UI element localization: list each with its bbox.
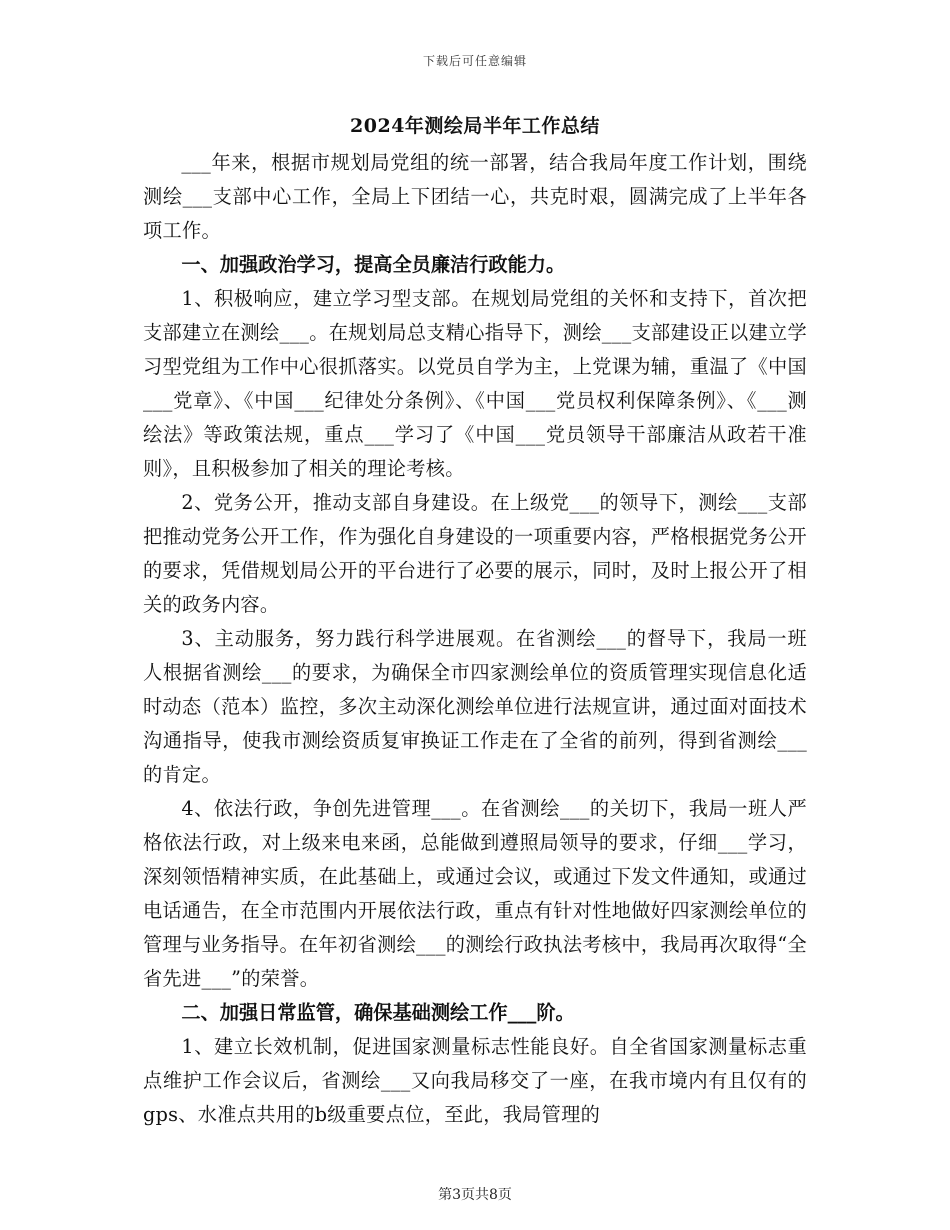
document-body	[143, 110, 807, 1132]
paragraph-2-1: 1、建立长效机制，促进国家测量标志性能良好。自全省国家测量标志重点维护工作会议后，省测绘___又向我局移交了一座，在我市境内有且仅有的gps、水准点共用的b级重要点位，至此，我局管理的	[143, 1035, 807, 1126]
page-header: 下载后可任意编辑	[422, 54, 527, 68]
paragraph-1-1: 1、积极响应，建立学习型支部。在规划局党组的关怀和支持下，首次把支部建立在测绘___。在规划局总支精心指导下，测绘___支部建设正以建立学习型党组为工作中心很抓落实。以党员自学为主，上党课为辅，重温了《中国___党章》、《中国___纪律处分条例》、《中国___党员权利保障条例》、《___测绘法》等政策法规，重点___学习了《中国___党员领导干部廉洁从政若干准则》，且积极参加了相关的理论考核。	[143, 287, 807, 480]
paragraph-1-3: 3、主动服务，努力践行科学进展观。在省测绘___的督导下，我局一班人根据省测绘___的要求，为确保全市四家测绘单位的资质管理实现信息化适时动态（范本）监控，多次主动深化测绘单位进行法规宣讲，通过面对面技术沟通指导，使我市测绘资质复审换证工作走在了全省的前列，得到省测绘___的肯定。	[143, 627, 807, 786]
paragraph-1-2: 2、党务公开，推动支部自身建设。在上级党___的领导下，测绘___支部把推动党务公开工作，作为强化自身建设的一项重要内容，严格根据党务公开的要求，凭借规划局公开的平台进行了必要的展示，同时，及时上报公开了相关的政务内容。	[143, 491, 807, 616]
section-heading-1: 一、加强政治学习，提高全员廉洁行政能力。	[181, 253, 566, 276]
paragraph-1-4: 4、依法行政，争创先进管理___。在省测绘___的关切下，我局一班人严格依法行政，对上级来电来函，总能做到遵照局领导的要求，仔细___学习，深刻领悟精神实质，在此基础上，或通过会议，或通过下发文件通知，或通过电话通告，在全市范围内开展依法行政，重点有针对性地做好四家测绘单位的管理与业务指导。在年初省测绘___的测绘行政执法考核中，我局再次取得“全省先进___”的荣誉。	[143, 797, 807, 990]
paragraph-intro: ___年来，根据市规划局党组的统一部署，结合我局年度工作计划，围绕测绘___支部中心工作，全局上下团结一心，共克时艰，圆满完成了上半年各项工作。	[143, 151, 807, 242]
section-heading-2: 二、加强日常监管，确保基础测绘工作___阶。	[181, 1001, 575, 1024]
page-footer: 第3页共8页	[438, 1187, 512, 1203]
document-title: 2024年测绘局半年工作总结	[350, 115, 600, 137]
